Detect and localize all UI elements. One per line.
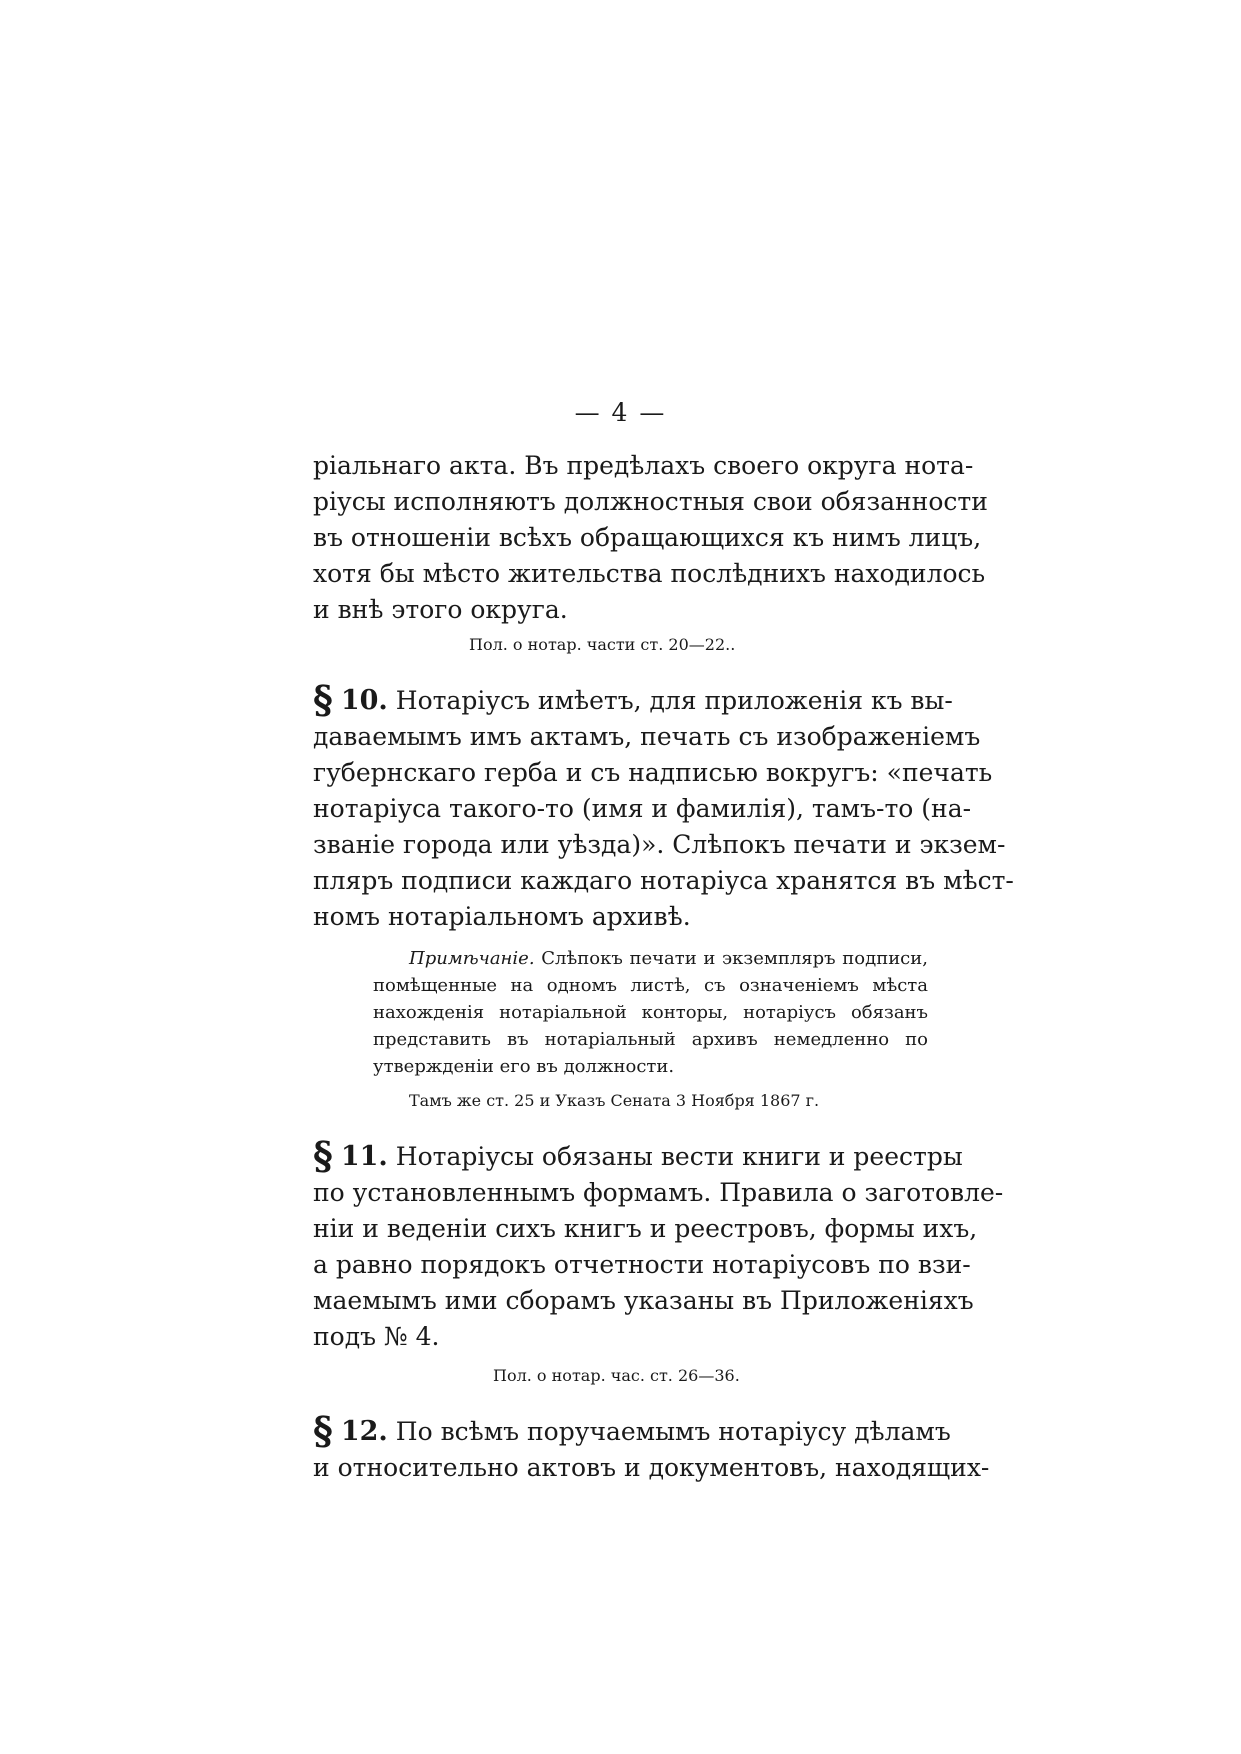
legal-reference: Пол. о нотар. части ст. 20—22.. [469, 635, 736, 654]
page-number: — 4 — [574, 398, 667, 427]
text-line: а равно порядокъ отчетности нотаріусовъ по взи- [313, 1250, 971, 1279]
note-line: представить въ нотаріальный архивъ немедленно по [373, 1029, 928, 1050]
text-line: нотаріуса такого-то (имя и фамилія), тамъ-то (на- [313, 794, 972, 823]
text-line: хотя бы мѣсто жительства послѣднихъ находилось [313, 559, 986, 588]
section-number: 11. [340, 1141, 388, 1172]
section-10 [313, 677, 1014, 1112]
section-11 [313, 1133, 1004, 1387]
section-symbol: § [313, 1408, 333, 1453]
text-line: губернскаго герба и съ надписью вокругъ: «печать [313, 758, 993, 787]
section-symbol: § [313, 677, 333, 722]
note-block [373, 945, 928, 1080]
text-line: ріусы исполняютъ должностныя свои обязанности [313, 487, 988, 516]
legal-reference: Тамъ же ст. 25 и Указъ Сената 3 Ноября 1867 г. [409, 1091, 820, 1110]
text-line: и относительно актовъ и документовъ, находящих- [313, 1453, 990, 1482]
continuation-paragraph [313, 448, 988, 656]
text-line: по установленнымъ формамъ. Правила о заготовле- [313, 1178, 1004, 1207]
text-line: По всѣмъ поручаемымъ нотаріусу дѣламъ [395, 1417, 951, 1446]
legal-reference: Пол. о нотар. час. ст. 26—36. [493, 1366, 740, 1385]
text-line: ніи и веденіи сихъ книгъ и реестровъ, формы ихъ, [313, 1214, 978, 1243]
note-line: Слѣпокъ печати и экземпляръ подписи, [541, 948, 928, 969]
text-line: маемымъ ими сборамъ указаны въ Приложеніяхъ [313, 1286, 974, 1315]
note-line: нахожденія нотаріальной конторы, нотаріусъ обязанъ [373, 1002, 928, 1023]
text-line: ріальнаго акта. Въ предѣлахъ своего округа нота- [313, 451, 974, 480]
text-line: и внѣ этого округа. [313, 595, 568, 624]
text-line: Нотаріусы обязаны вести книги и реестры [395, 1142, 963, 1171]
page-body [313, 448, 1014, 1486]
text-line: пляръ подписи каждаго нотаріуса хранятся въ мѣст- [313, 866, 1014, 895]
section-number: 12. [340, 1416, 388, 1447]
note-label: Примѣчаніе. [409, 948, 535, 969]
section-number: 10. [340, 685, 388, 716]
note-line: помѣщенные на одномъ листѣ, съ означеніемъ мѣста [373, 975, 928, 996]
section-12 [313, 1408, 990, 1486]
text-line: номъ нотаріальномъ архивѣ. [313, 902, 691, 931]
text-line: въ отношеніи всѣхъ обращающихся къ нимъ лицъ, [313, 523, 982, 552]
text-line: Нотаріусъ имѣетъ, для приложенія къ вы- [395, 686, 953, 715]
text-line: подъ № 4. [313, 1322, 440, 1351]
text-line: званіе города или уѣзда)». Слѣпокъ печати и экзем- [313, 830, 1006, 859]
section-symbol: § [313, 1133, 333, 1178]
note-line: утвержденіи его въ должности. [373, 1056, 675, 1077]
text-line: даваемымъ имъ актамъ, печать съ изображеніемъ [313, 722, 981, 751]
